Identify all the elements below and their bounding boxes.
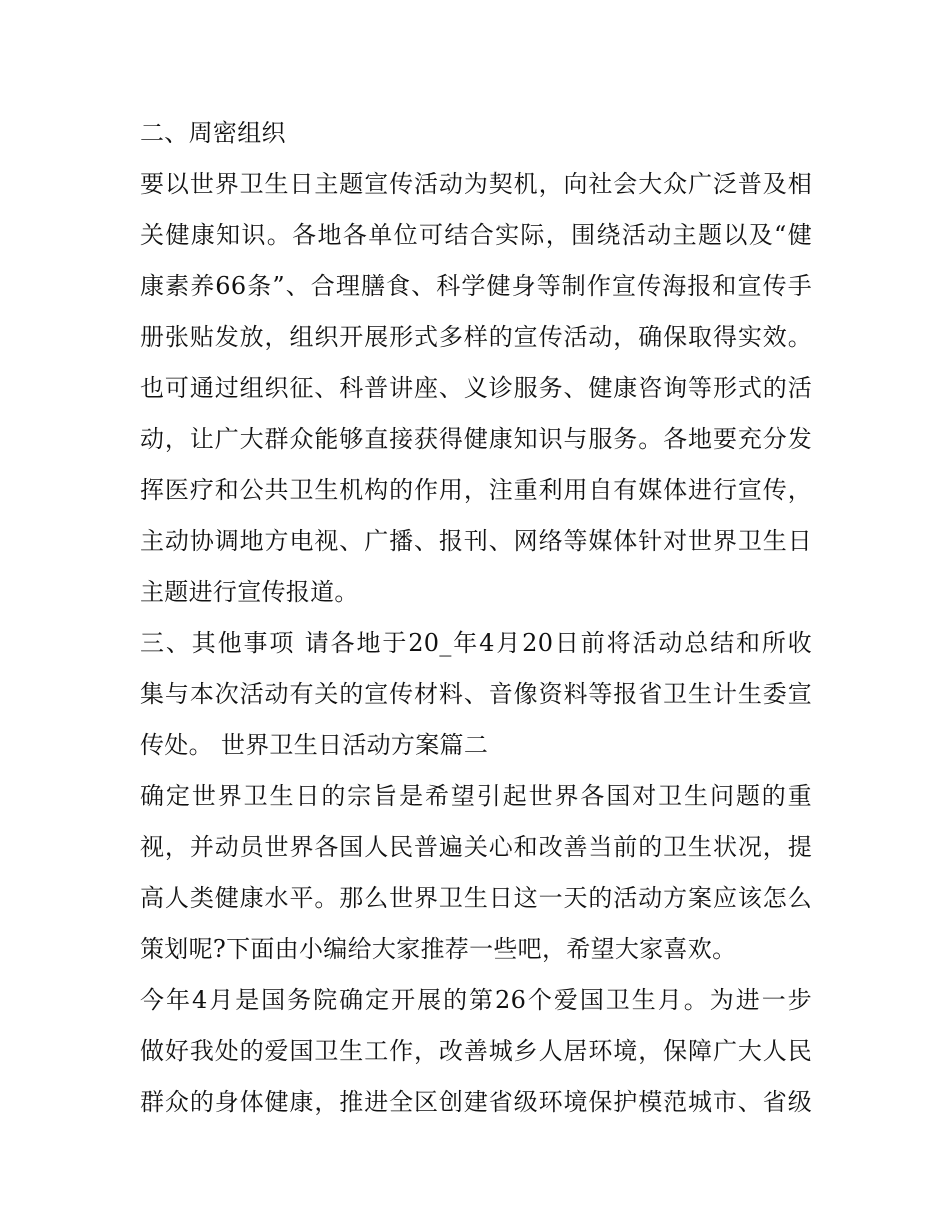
paragraph-line: 关健康知识。各地各单位可结合实际，围绕活动主题以及“健 [140, 221, 812, 249]
section-title-line: 传处。 世界卫生日活动方案篇二 [140, 731, 489, 759]
paragraph-line: 高人类健康水平。那么世界卫生日这一天的活动方案应该怎么 [140, 884, 812, 912]
paragraph-line: 策划呢?下面由小编给大家推荐一些吧，希望大家喜欢。 [140, 935, 737, 963]
paragraph-line: 集与本次活动有关的宣传材料、音像资料等报省卫生计生委宣 [140, 680, 812, 708]
paragraph-line: 也可通过组织征、科普讲座、义诊服务、健康咨询等形式的活 [140, 374, 812, 402]
paragraph-line: 确定世界卫生日的宗旨是希望引起世界各国对卫生问题的重 [140, 782, 812, 810]
heading-organization: 二、周密组织 [140, 119, 286, 147]
paragraph-line: 康素养66条”、合理膳食、科学健身等制作宣传海报和宣传手 [140, 272, 812, 300]
paragraph-line: 册张贴发放，组织开展形式多样的宣传活动，确保取得实效。 [140, 323, 812, 351]
heading-other-matters: 三、其他事项 请各地于20_年4月20日前将活动总结和所收 [140, 629, 812, 657]
paragraph-line: 要以世界卫生日主题宣传活动为契机，向社会大众广泛普及相 [140, 170, 812, 198]
paragraph-line: 挥医疗和公共卫生机构的作用，注重利用自有媒体进行宣传， [140, 476, 812, 504]
paragraph-line: 做好我处的爱国卫生工作，改善城乡人居环境，保障广大人民 [140, 1037, 812, 1065]
document-body [140, 108, 812, 1128]
paragraph-line: 视，并动员世界各国人民普遍关心和改善当前的卫生状况，提 [140, 833, 812, 861]
paragraph-line: 今年4月是国务院确定开展的第26个爱国卫生月。为进一步 [140, 986, 812, 1014]
paragraph-line: 动，让广大群众能够直接获得健康知识与服务。各地要充分发 [140, 425, 812, 453]
paragraph-line: 主动协调地方电视、广播、报刊、网络等媒体针对世界卫生日 [140, 527, 812, 555]
paragraph-line: 群众的身体健康，推进全区创建省级环境保护模范城市、省级 [140, 1088, 812, 1116]
paragraph-line: 主题进行宣传报道。 [140, 578, 359, 606]
